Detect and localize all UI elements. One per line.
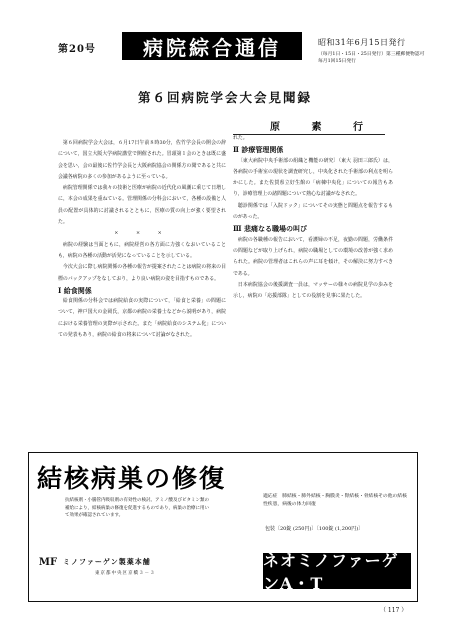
article-column-right	[233, 133, 393, 302]
company-logo-icon: MF	[38, 556, 58, 568]
ad-indications: 適応症 肺結核・肺外結核・胸膜炎・腎結核・骨結核その他の結核性疾患，病後の体力回復	[263, 494, 407, 507]
masthead-title: 病院綜合通信	[122, 32, 302, 60]
page-number: （ 117 ）	[380, 607, 408, 614]
article-column-left	[58, 138, 226, 341]
registration-line-1: （毎月1日・15日・25日発行）第三種郵便物認可	[318, 52, 425, 57]
paragraph: 病院の経験は当面ともに，病院経営の各方面に力強くなおいていることも，病院の各種の活動が活発になっていることを示している。	[58, 241, 226, 259]
section-title: 原 素 行	[270, 122, 377, 133]
paragraph: 病院管理関係では我々の技術と医療が病院の近代化の風潮に乗じて日増しに，本会の成果を重ねている。管理関係の分科会において，各種の設備と人員の配置が具体的に討議されるとともに，医療の質の向上が強く要望された。	[58, 185, 226, 226]
subsection-heading: Ⅲ 悲痛なる職場の叫び	[233, 224, 307, 234]
paragraph: 聴診関係では「入院ドック」についてその実態と問題点を報告するものがあった。	[233, 202, 393, 221]
publication-date: 昭和31年6月15日発行	[318, 38, 406, 47]
ad-company-address: 東京都中央区京橋３－３	[95, 571, 156, 576]
paragraph: 病院の各職種の報告において，看護婦の不足，夜勤の問題，労働条件の問題などが取り上げられ，病院の職場としての環境の改善が強く求められた。病院の管理者はこれらの声に耳を傾け，その解決に努力すべきである。	[233, 236, 393, 277]
ad-company-name: ミノファーゲン製薬本舗	[63, 557, 151, 566]
ad-packaging: 包装〔20錠 (250円)〕〔100錠 (1,200円)〕	[265, 526, 364, 532]
advertisement	[28, 452, 418, 602]
paragraph: 給食関係の分科会では病院給食の実際について，「給食と栄養」の問題について，神戸国大の金岡氏，京都の病院の栄養士などから説明があり，病院における栄養管理の実際が示された。また「病院給食のシステム化」についての発表もあり，病院の給食の将来について討論がなされた。	[58, 298, 226, 339]
paragraph: 日本病院協会の後援調査一員は，マッサーの様々の病院見学の歩みを示し，病院の「応援部隊」としての役割を見事に果たした。	[233, 281, 393, 300]
issue-number: 第20号	[58, 44, 96, 55]
paragraph: 第６回病院学会大会は，６月17日午前８時30分，佐竹学会長の開会の辞について，国立大阪大学病院講堂で開催された。冒頭第１会のときは既に盛会を思い，会の最後に佐竹学会長と大阪病院協会の関係方の聞であると共に会議各病院の多くの参加があるように至っている。	[58, 140, 226, 180]
subsection-heading: Ⅱ 診療管理関係	[233, 145, 284, 155]
subsection-heading: Ⅰ 給食関係	[58, 285, 92, 295]
paragraph: 今次大会に際し病院関係の各種の報告が提案されたことは病院の将来の目標のバックアップをなしており，より良い病院の姿を目指すものである。	[58, 264, 226, 282]
paragraph: 〔東大病院中央手術部の組織と機能の研究〕（東大 羽田三郎氏）は，各病院の手術室の現状を調査研究し，中央化された手術部の利点を明らかにした。また佐賀県立好生館の「病棟中央化」についての報告もあり，診療管理上の諸問題について熱心な討議がなされた。	[233, 157, 393, 198]
ad-copy: 抗結核剤・小腸管内吸収剤の有効性の検討。アミノ酸及びビタミン類の補給により，結核病巣の修復を促進するものであり，病巣の治療に用いて効果が確認されています。	[65, 498, 209, 519]
article-headline: 第６回病院学会大会見聞録	[137, 90, 312, 105]
ad-brand-banner: ネオミノファーゲンA・T	[263, 553, 411, 589]
paragraph: れた。	[233, 135, 248, 141]
ad-headline: 結核病巣の修復	[37, 464, 227, 493]
registration-line-2: 毎月1回15日発行	[318, 59, 356, 64]
section-separator: × × ×	[114, 230, 170, 237]
